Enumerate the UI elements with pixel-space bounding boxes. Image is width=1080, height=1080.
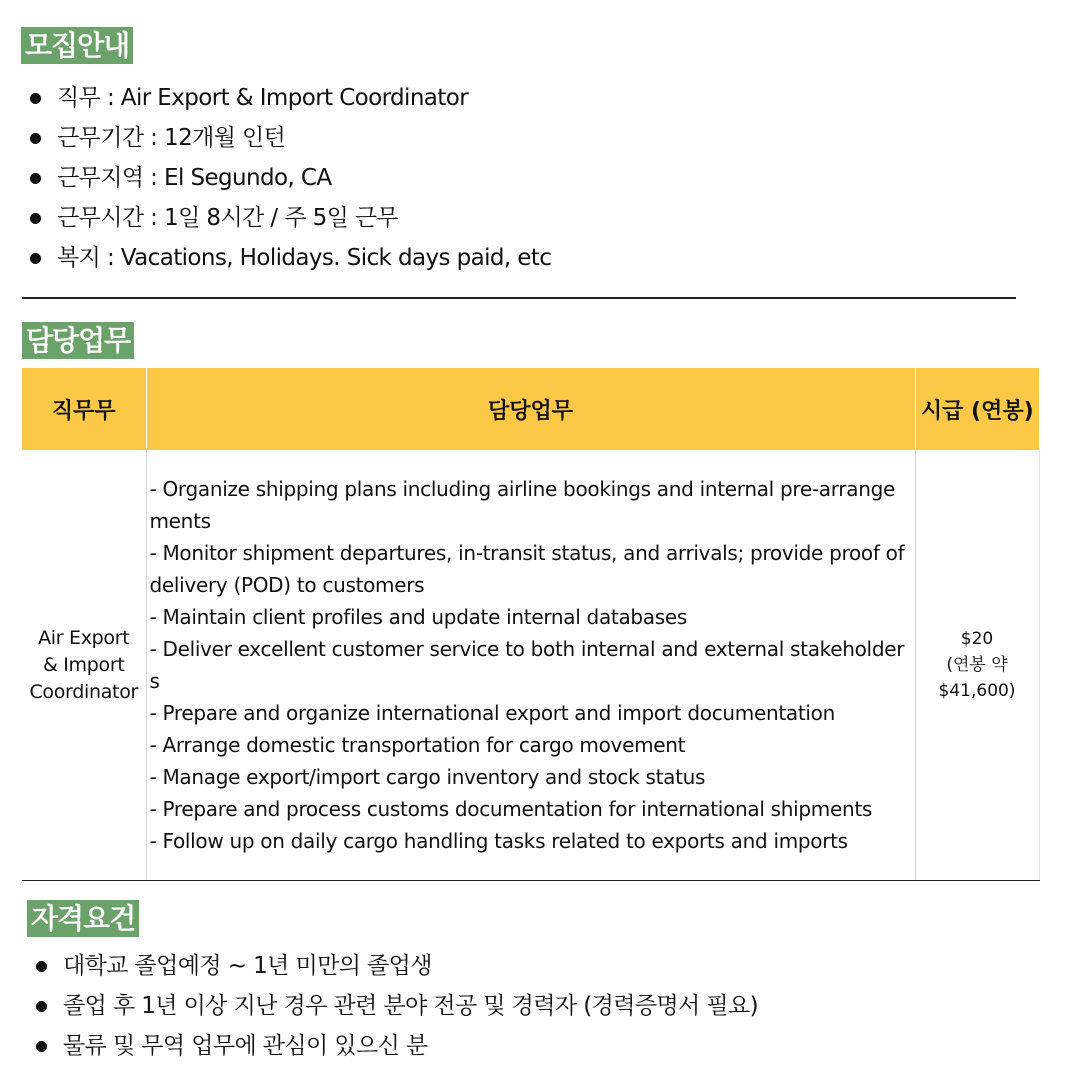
list-item [25,238,551,278]
list-item [31,986,758,1026]
task-item: - Arrange domestic transportation for cargo movement [149,733,686,757]
role-cell [22,450,146,881]
qualifications-list [31,946,758,1066]
qualifications-section-heading: 자격요건 [27,900,139,937]
duties-section-heading: 담당업무 [22,322,134,359]
role-line: & Import [42,653,125,676]
header-job: 직무무 [22,368,146,450]
role-line: Air Export [38,626,130,649]
task-item: - Maintain client profiles and update internal databases [149,605,687,629]
task-item: - Prepare and process customs documentation for international shipments [149,797,873,821]
table-header-row [22,368,1039,450]
pay-cell [915,450,1039,881]
list-item [25,158,551,198]
task-item: - Prepare and organize international export and import documentation [149,701,835,725]
task-item: - Manage export/import cargo inventory and stock status [149,765,706,789]
qualification-item: 물류 및 무역 업무에 관심이 있으신 분 [63,1033,428,1059]
header-duties: 담당업무 [146,368,915,450]
bullet-icon [30,173,41,184]
bullet-icon [36,1001,47,1012]
recruit-item-period: 근무기간 : 12개월 인턴 [57,125,286,151]
recruit-item-location: 근무지역 : El Segundo, CA [57,165,332,191]
bullet-icon [30,253,41,264]
recruit-item-hours: 근무시간 : 1일 8시간 / 주 5일 근무 [57,205,399,231]
list-item [25,78,551,118]
header-pay: 시급 (연봉) [915,368,1039,450]
bullet-icon [36,961,47,972]
duties-table [22,368,1040,881]
bullet-icon [30,133,41,144]
bullet-icon [30,93,41,104]
hourly-wage: $20 [960,629,994,649]
annual-salary-label: (연봉 약 [946,655,1008,675]
list-item [31,1026,758,1066]
section-divider [22,297,1016,299]
task-item: - Organize shipping plans including airline bookings and internal pre-arrangements [149,477,895,533]
annual-salary-value: $41,600) [938,681,1016,701]
qualification-item: 졸업 후 1년 이상 지난 경우 관련 분야 전공 및 경력자 (경력증명서 필요) [63,993,758,1019]
table-row [22,450,1039,881]
list-item [25,118,551,158]
recruit-section-heading: 모집안내 [21,27,133,64]
tasks-cell [146,450,915,881]
list-item [31,946,758,986]
bullet-icon [36,1041,47,1052]
list-item [25,198,551,238]
role-line: Coordinator [29,680,139,703]
recruit-info-list [25,78,551,278]
task-item: - Monitor shipment departures, in-transit status, and arrivals; provide proof of delivery (POD) to customers [149,541,905,597]
bullet-icon [30,213,41,224]
recruit-item-benefits: 복지 : Vacations, Holidays. Sick days paid, etc [57,245,552,271]
recruit-item-job: 직무 : Air Export & Import Coordinator [57,85,469,111]
qualification-item: 대학교 졸업예정 ~ 1년 미만의 졸업생 [63,953,432,979]
task-item: - Follow up on daily cargo handling tasks related to exports and imports [149,829,848,853]
task-item: - Deliver excellent customer service to both internal and external stakeholders [149,637,905,693]
